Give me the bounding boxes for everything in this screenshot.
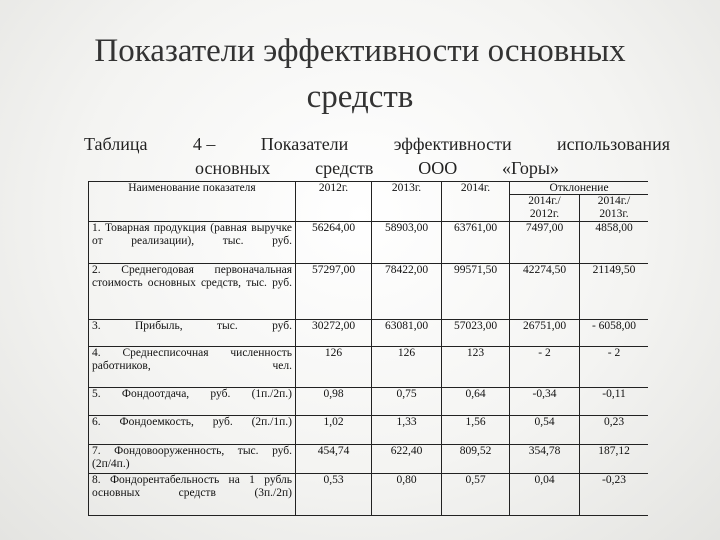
slide-title-line-2: средств [306,79,414,115]
row-value-cell: 1,33 [372,416,442,445]
row-value-cell: 4858,00 [580,222,649,264]
table-row [89,347,649,388]
row-value-cell: 0,54 [510,416,580,445]
row-value-cell: 0,53 [296,474,372,516]
caption-word: «Горы» [502,158,559,178]
caption-word: эффективности [393,134,512,154]
caption-word: Показатели [260,134,349,154]
row-indicator-name: 8. Фондорентабельность на 1 рубль основных средств (3п./2п) [89,474,296,516]
row-indicator-name: 7. Фондовооруженность, тыс. руб. (2п/4п.) [89,445,296,474]
table-caption [84,132,670,180]
row-value-cell: 0,75 [372,388,442,416]
row-value-cell: - 2 [580,347,649,388]
table-row [89,416,649,445]
table-row [89,320,649,347]
table-row [89,222,649,264]
caption-word: 4 – [192,134,216,154]
slide-title [40,28,680,120]
row-value-cell: 622,40 [372,445,442,474]
row-value-cell: - 6058,00 [580,320,649,347]
caption-word: Таблица [84,134,148,154]
table-body [89,222,649,516]
row-value-cell: 126 [372,347,442,388]
row-indicator-name: 2. Среднегодовая первоначальная стоимость основных средств, тыс. руб. [89,264,296,320]
header-year-2012: 2012г. [296,182,372,222]
indicators-table-container [88,181,648,540]
caption-word: средств [315,158,374,178]
row-value-cell: 30272,00 [296,320,372,347]
row-indicator-name: 5. Фондоотдача, руб. (1п./2п.) [89,388,296,416]
row-value-cell: 63081,00 [372,320,442,347]
caption-line-2 [195,156,559,180]
caption-word: использования [556,134,670,154]
row-value-cell: 42274,50 [510,264,580,320]
row-value-cell: - 2 [510,347,580,388]
row-value-cell: 0,98 [296,388,372,416]
header-year-2013: 2013г. [372,182,442,222]
row-value-cell: 57023,00 [442,320,510,347]
row-value-cell: 78422,00 [372,264,442,320]
row-value-cell: 58903,00 [372,222,442,264]
row-value-cell: 56264,00 [296,222,372,264]
row-value-cell: -0,23 [580,474,649,516]
table-row [89,264,649,320]
table-row [89,474,649,516]
row-value-cell: 21149,50 [580,264,649,320]
slide-title-line-1: Показатели эффективности основных [94,33,626,69]
row-value-cell: 187,12 [580,445,649,474]
caption-line-1 [84,132,670,156]
caption-word: основных [195,158,271,178]
row-value-cell: 57297,00 [296,264,372,320]
row-value-cell: 99571,50 [442,264,510,320]
indicators-table [88,181,648,516]
row-value-cell: 0,04 [510,474,580,516]
row-value-cell: 809,52 [442,445,510,474]
row-indicator-name: 4. Среднесписочная численность работников, чел. [89,347,296,388]
table-row [89,445,649,474]
row-value-cell: 7497,00 [510,222,580,264]
row-value-cell: -0,34 [510,388,580,416]
header-dev-2014-2013: 2014г./ 2013г. [580,195,649,222]
table-header-row [89,182,649,195]
header-dev-2014-2012: 2014г./ 2012г. [510,195,580,222]
row-value-cell: 1,02 [296,416,372,445]
row-value-cell: 126 [296,347,372,388]
row-indicator-name: 1. Товарная продукция (равная выручке от реализации), тыс. руб. [89,222,296,264]
row-value-cell: 354,78 [510,445,580,474]
table-row [89,388,649,416]
row-value-cell: 454,74 [296,445,372,474]
row-value-cell: 0,57 [442,474,510,516]
header-deviation: Отклонение [510,182,649,195]
header-indicator-name: Наименование показателя [89,182,296,222]
row-value-cell: 0,80 [372,474,442,516]
row-value-cell: 63761,00 [442,222,510,264]
header-year-2014: 2014г. [442,182,510,222]
row-value-cell: 1,56 [442,416,510,445]
row-value-cell: 0,23 [580,416,649,445]
row-indicator-name: 6. Фондоемкость, руб. (2п./1п.) [89,416,296,445]
row-value-cell: -0,11 [580,388,649,416]
row-value-cell: 123 [442,347,510,388]
row-value-cell: 26751,00 [510,320,580,347]
row-value-cell: 0,64 [442,388,510,416]
caption-word: ООО [418,158,458,178]
row-indicator-name: 3. Прибыль, тыс. руб. [89,320,296,347]
